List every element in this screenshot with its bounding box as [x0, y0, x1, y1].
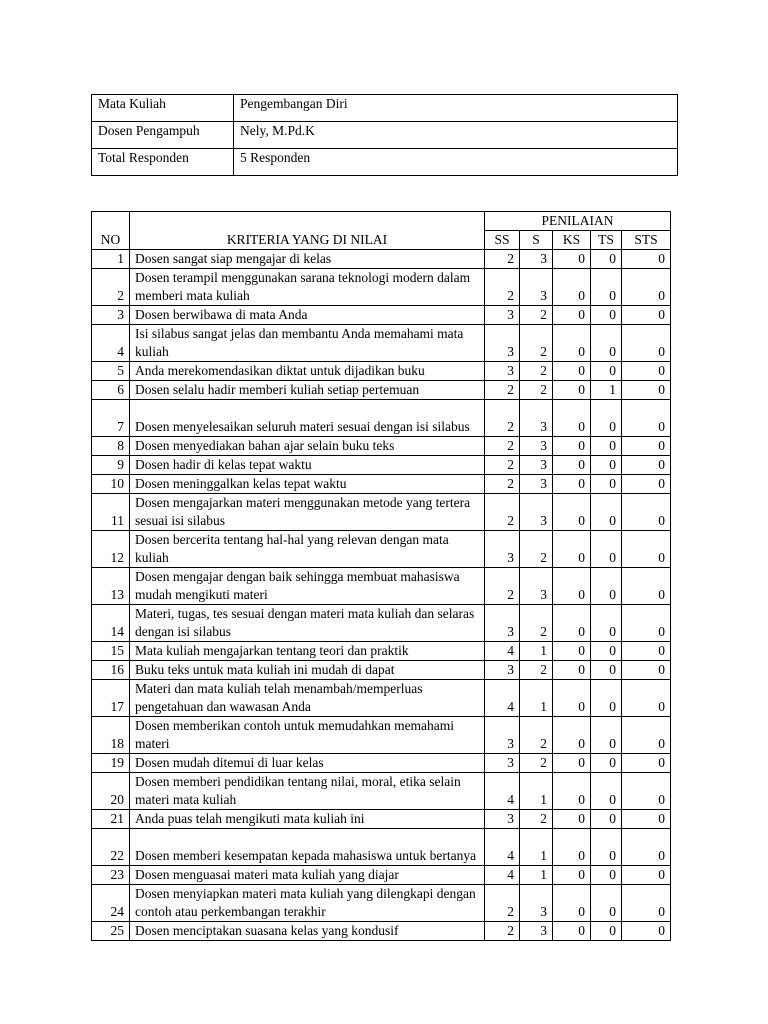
table-row — [92, 605, 671, 642]
table-row — [92, 381, 671, 400]
rating-value: 0 — [553, 306, 591, 325]
rating-value: 1 — [520, 773, 553, 810]
info-label: Dosen Pengampuh — [92, 122, 234, 149]
row-number: 25 — [92, 922, 130, 941]
info-value: 5 Responden — [234, 149, 678, 176]
rating-value: 3 — [485, 754, 520, 773]
rating-value: 0 — [622, 531, 671, 568]
rating-value: 0 — [553, 605, 591, 642]
row-number: 18 — [92, 717, 130, 754]
criteria-text: Dosen selalu hadir memberi kuliah setiap pertemuan — [130, 381, 485, 400]
rating-value: 2 — [520, 381, 553, 400]
rating-value: 0 — [553, 680, 591, 717]
criteria-text: Dosen hadir di kelas tepat waktu — [130, 456, 485, 475]
criteria-text: Dosen memberi pendidikan tentang nilai, moral, etika selain materi mata kuliah — [130, 773, 485, 810]
table-row — [92, 922, 671, 941]
row-number: 7 — [92, 400, 130, 437]
criteria-text: Dosen menguasai materi mata kuliah yang diajar — [130, 866, 485, 885]
header-no: NO — [92, 212, 130, 250]
info-row — [92, 95, 678, 122]
rating-value: 0 — [591, 475, 622, 494]
rating-value: 0 — [622, 456, 671, 475]
rating-value: 3 — [520, 475, 553, 494]
rating-value: 0 — [553, 381, 591, 400]
row-number: 15 — [92, 642, 130, 661]
table-row — [92, 437, 671, 456]
row-number: 20 — [92, 773, 130, 810]
rating-value: 0 — [622, 661, 671, 680]
rating-value: 0 — [553, 494, 591, 531]
rating-value: 2 — [485, 381, 520, 400]
header-criteria: KRITERIA YANG DI NILAI — [130, 212, 485, 250]
table-row — [92, 661, 671, 680]
rating-value: 0 — [591, 437, 622, 456]
table-row — [92, 325, 671, 362]
rating-value: 0 — [591, 922, 622, 941]
rating-value: 0 — [591, 605, 622, 642]
rating-value: 0 — [591, 829, 622, 866]
rating-value: 0 — [591, 325, 622, 362]
rating-value: 0 — [622, 269, 671, 306]
info-label: Total Responden — [92, 149, 234, 176]
rating-value: 0 — [591, 306, 622, 325]
criteria-text: Materi, tugas, tes sesuai dengan materi mata kuliah dan selaras dengan isi silabus — [130, 605, 485, 642]
table-row — [92, 250, 671, 269]
rating-value: 2 — [485, 400, 520, 437]
rating-value: 0 — [622, 568, 671, 605]
rating-value: 3 — [485, 605, 520, 642]
rating-value: 0 — [591, 269, 622, 306]
rating-value: 0 — [591, 250, 622, 269]
rating-value: 0 — [553, 325, 591, 362]
rating-value: 2 — [520, 325, 553, 362]
course-info-table — [91, 94, 678, 176]
rating-value: 2 — [485, 269, 520, 306]
rating-value: 0 — [622, 494, 671, 531]
rating-value: 0 — [591, 494, 622, 531]
criteria-text: Dosen sangat siap mengajar di kelas — [130, 250, 485, 269]
rating-value: 0 — [622, 885, 671, 922]
row-number: 1 — [92, 250, 130, 269]
table-row — [92, 475, 671, 494]
rating-value: 0 — [622, 829, 671, 866]
rating-value: 3 — [485, 306, 520, 325]
rating-value: 3 — [520, 494, 553, 531]
table-row — [92, 400, 671, 437]
row-number: 22 — [92, 829, 130, 866]
criteria-text: Dosen bercerita tentang hal-hal yang relevan dengan mata kuliah — [130, 531, 485, 568]
rating-value: 0 — [622, 810, 671, 829]
rating-value: 3 — [520, 885, 553, 922]
table-row — [92, 717, 671, 754]
criteria-text: Isi silabus sangat jelas dan membantu Anda memahami mata kuliah — [130, 325, 485, 362]
rating-value: 1 — [520, 829, 553, 866]
rating-value: 0 — [553, 661, 591, 680]
table-row — [92, 810, 671, 829]
rating-value: 3 — [485, 531, 520, 568]
criteria-text: Dosen menyiapkan materi mata kuliah yang dilengkapi dengan contoh atau perkembangan terakhir — [130, 885, 485, 922]
row-number: 8 — [92, 437, 130, 456]
rating-value: 2 — [520, 362, 553, 381]
rating-value: 2 — [485, 475, 520, 494]
criteria-text: Buku teks untuk mata kuliah ini mudah di dapat — [130, 661, 485, 680]
rating-value: 2 — [485, 568, 520, 605]
table-row — [92, 531, 671, 568]
rating-value: 4 — [485, 773, 520, 810]
rating-value: 0 — [622, 680, 671, 717]
rating-value: 3 — [485, 717, 520, 754]
rating-value: 2 — [520, 717, 553, 754]
row-number: 9 — [92, 456, 130, 475]
rating-value: 0 — [622, 381, 671, 400]
criteria-text: Dosen memberikan contoh untuk memudahkan memahami materi — [130, 717, 485, 754]
rating-value: 0 — [553, 773, 591, 810]
rating-value: 0 — [553, 885, 591, 922]
rating-value: 3 — [520, 568, 553, 605]
rating-value: 1 — [520, 642, 553, 661]
rating-value: 0 — [591, 885, 622, 922]
info-label: Mata Kuliah — [92, 95, 234, 122]
rating-value: 4 — [485, 680, 520, 717]
rating-value: 3 — [485, 661, 520, 680]
rating-value: 4 — [485, 829, 520, 866]
criteria-text: Dosen mengajarkan materi menggunakan metode yang tertera sesuai isi silabus — [130, 494, 485, 531]
criteria-text: Dosen menyelesaikan seluruh materi sesuai dengan isi silabus — [130, 400, 485, 437]
row-number: 16 — [92, 661, 130, 680]
table-row — [92, 456, 671, 475]
table-row — [92, 885, 671, 922]
rating-value: 2 — [485, 494, 520, 531]
rating-value: 3 — [520, 269, 553, 306]
header-rating: S — [520, 231, 553, 250]
rating-value: 0 — [591, 642, 622, 661]
rating-value: 0 — [622, 475, 671, 494]
criteria-text: Dosen meninggalkan kelas tepat waktu — [130, 475, 485, 494]
row-number: 13 — [92, 568, 130, 605]
row-number: 11 — [92, 494, 130, 531]
row-number: 21 — [92, 810, 130, 829]
rating-value: 1 — [520, 866, 553, 885]
row-number: 17 — [92, 680, 130, 717]
row-number: 24 — [92, 885, 130, 922]
rating-value: 0 — [591, 661, 622, 680]
rating-value: 0 — [622, 362, 671, 381]
rating-value: 2 — [520, 661, 553, 680]
info-value: Pengembangan Diri — [234, 95, 678, 122]
rating-value: 0 — [622, 306, 671, 325]
table-row — [92, 829, 671, 866]
rating-value: 0 — [622, 250, 671, 269]
rating-value: 4 — [485, 642, 520, 661]
rating-value: 3 — [485, 810, 520, 829]
rating-value: 0 — [553, 250, 591, 269]
rating-value: 0 — [553, 642, 591, 661]
rating-value: 0 — [553, 810, 591, 829]
criteria-text: Dosen menciptakan suasana kelas yang kondusif — [130, 922, 485, 941]
rating-value: 2 — [520, 605, 553, 642]
rating-value: 1 — [520, 680, 553, 717]
info-value: Nely, M.Pd.K — [234, 122, 678, 149]
rating-value: 0 — [622, 754, 671, 773]
table-row — [92, 568, 671, 605]
rating-value: 0 — [553, 269, 591, 306]
criteria-text: Mata kuliah mengajarkan tentang teori dan praktik — [130, 642, 485, 661]
table-row — [92, 754, 671, 773]
criteria-text: Dosen terampil menggunakan sarana teknologi modern dalam memberi mata kuliah — [130, 269, 485, 306]
rating-value: 2 — [520, 754, 553, 773]
rating-value: 1 — [591, 381, 622, 400]
row-number: 4 — [92, 325, 130, 362]
rating-value: 0 — [591, 810, 622, 829]
rating-value: 2 — [485, 456, 520, 475]
rating-value: 3 — [520, 250, 553, 269]
table-row — [92, 494, 671, 531]
info-row — [92, 122, 678, 149]
row-number: 12 — [92, 531, 130, 568]
table-row — [92, 773, 671, 810]
rating-value: 0 — [553, 754, 591, 773]
header-row-group — [92, 212, 671, 231]
criteria-text: Dosen menyediakan bahan ajar selain buku teks — [130, 437, 485, 456]
rating-value: 0 — [622, 717, 671, 754]
rating-value: 0 — [591, 680, 622, 717]
header-rating: SS — [485, 231, 520, 250]
header-rating: TS — [591, 231, 622, 250]
rating-value: 0 — [622, 400, 671, 437]
rating-value: 0 — [553, 437, 591, 456]
row-number: 3 — [92, 306, 130, 325]
rating-value: 0 — [591, 400, 622, 437]
rating-value: 0 — [622, 773, 671, 810]
table-row — [92, 362, 671, 381]
rating-value: 0 — [591, 456, 622, 475]
table-row — [92, 306, 671, 325]
criteria-text: Dosen mengajar dengan baik sehingga membuat mahasiswa mudah mengikuti materi — [130, 568, 485, 605]
rating-value: 2 — [520, 810, 553, 829]
rating-value: 2 — [485, 437, 520, 456]
evaluation-table — [91, 211, 671, 941]
rating-value: 4 — [485, 866, 520, 885]
rating-value: 0 — [591, 717, 622, 754]
rating-value: 3 — [520, 456, 553, 475]
header-rating: STS — [622, 231, 671, 250]
rating-value: 2 — [485, 922, 520, 941]
rating-value: 2 — [520, 306, 553, 325]
criteria-text: Dosen berwibawa di mata Anda — [130, 306, 485, 325]
rating-value: 2 — [520, 531, 553, 568]
row-number: 19 — [92, 754, 130, 773]
criteria-text: Dosen mudah ditemui di luar kelas — [130, 754, 485, 773]
rating-value: 0 — [553, 456, 591, 475]
header-penilaian: PENILAIAN — [485, 212, 671, 231]
rating-value: 3 — [520, 400, 553, 437]
row-number: 14 — [92, 605, 130, 642]
criteria-text: Anda puas telah mengikuti mata kuliah ini — [130, 810, 485, 829]
table-row — [92, 642, 671, 661]
rating-value: 0 — [591, 568, 622, 605]
rating-value: 0 — [553, 362, 591, 381]
rating-value: 0 — [553, 400, 591, 437]
rating-value: 0 — [591, 754, 622, 773]
row-number: 2 — [92, 269, 130, 306]
row-number: 5 — [92, 362, 130, 381]
criteria-text: Materi dan mata kuliah telah menambah/memperluas pengetahuan dan wawasan Anda — [130, 680, 485, 717]
rating-value: 3 — [485, 362, 520, 381]
criteria-text: Dosen memberi kesempatan kepada mahasiswa untuk bertanya — [130, 829, 485, 866]
rating-value: 3 — [485, 325, 520, 362]
rating-value: 0 — [553, 866, 591, 885]
rating-value: 0 — [553, 475, 591, 494]
rating-value: 0 — [553, 717, 591, 754]
row-number: 23 — [92, 866, 130, 885]
rating-value: 0 — [591, 773, 622, 810]
rating-value: 0 — [553, 568, 591, 605]
rating-value: 0 — [622, 922, 671, 941]
rating-value: 0 — [622, 642, 671, 661]
rating-value: 0 — [622, 325, 671, 362]
rating-value: 0 — [553, 829, 591, 866]
rating-value: 3 — [520, 922, 553, 941]
rating-value: 0 — [591, 866, 622, 885]
rating-value: 0 — [591, 531, 622, 568]
row-number: 10 — [92, 475, 130, 494]
rating-value: 2 — [485, 250, 520, 269]
row-number: 6 — [92, 381, 130, 400]
rating-value: 2 — [485, 885, 520, 922]
rating-value: 0 — [622, 605, 671, 642]
info-row — [92, 149, 678, 176]
rating-value: 0 — [553, 922, 591, 941]
rating-value: 0 — [591, 362, 622, 381]
table-row — [92, 269, 671, 306]
criteria-text: Anda merekomendasikan diktat untuk dijadikan buku — [130, 362, 485, 381]
rating-value: 3 — [520, 437, 553, 456]
table-row — [92, 680, 671, 717]
rating-value: 0 — [622, 866, 671, 885]
table-row — [92, 866, 671, 885]
header-rating: KS — [553, 231, 591, 250]
rating-value: 0 — [622, 437, 671, 456]
rating-value: 0 — [553, 531, 591, 568]
